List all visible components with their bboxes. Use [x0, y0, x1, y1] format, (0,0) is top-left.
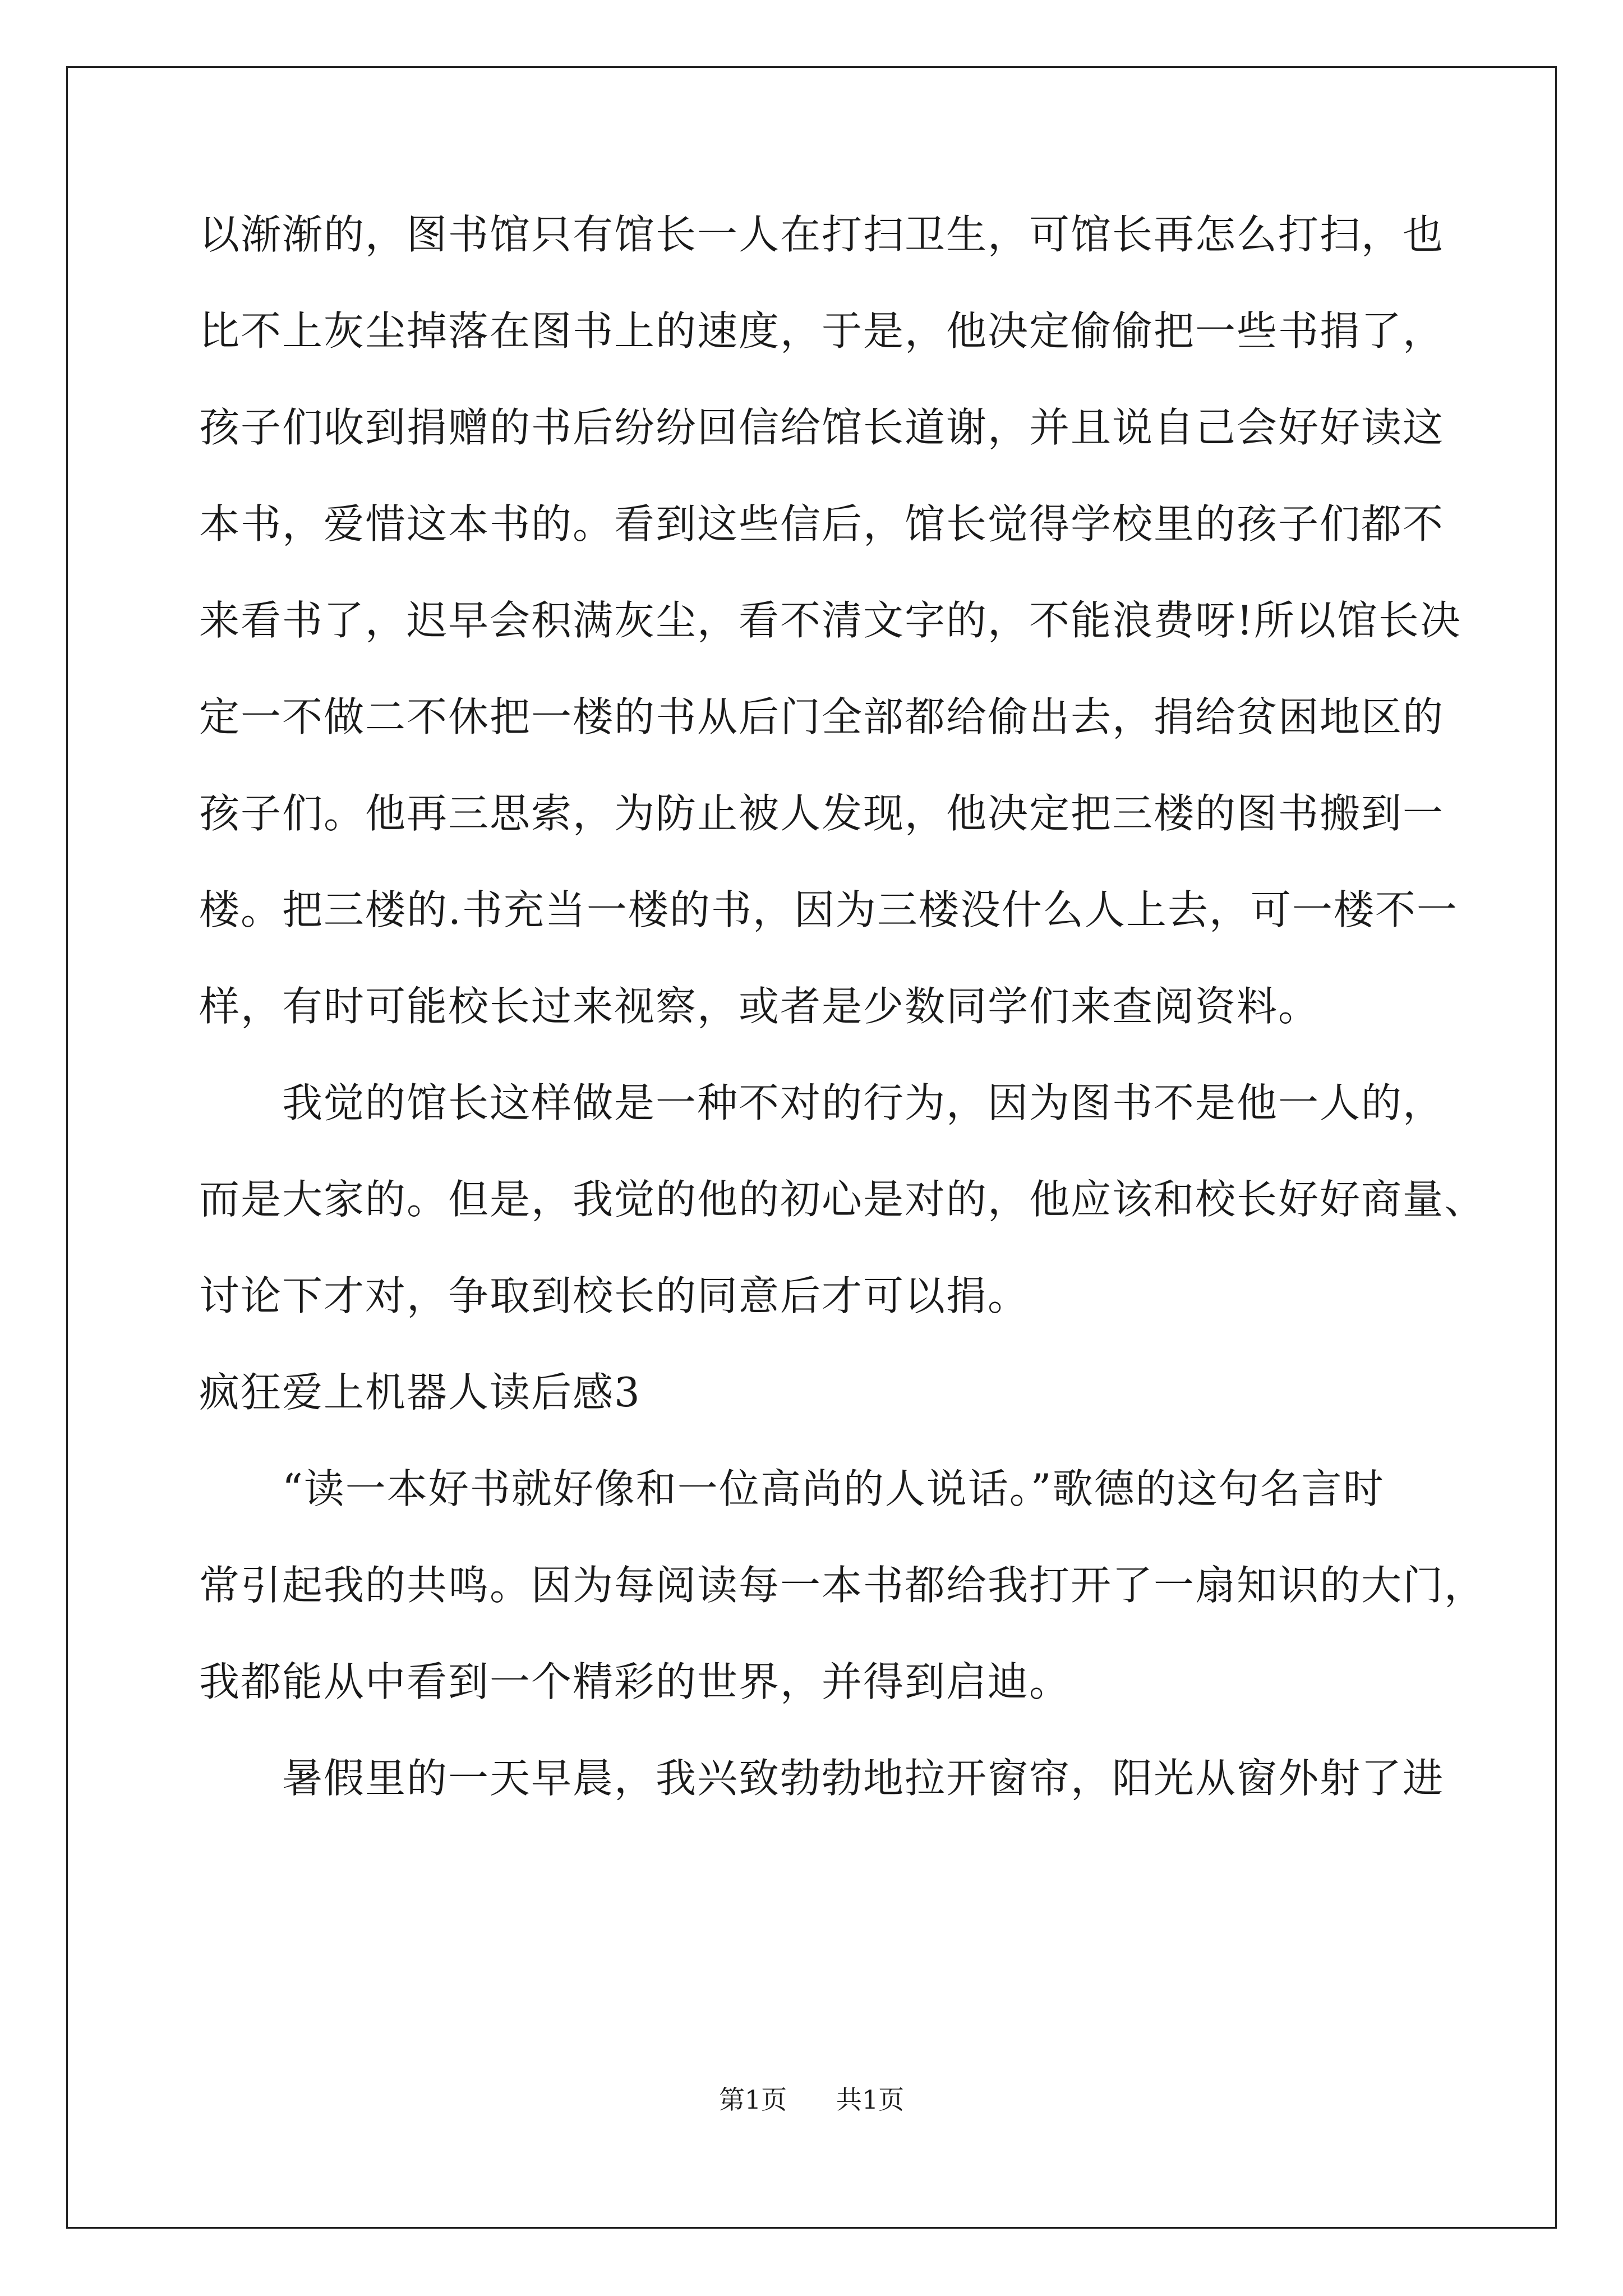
page-total: 共1页	[836, 2085, 905, 2115]
text-line: 我都能从中看到一个精彩的世界，并得到启迪。	[199, 1658, 1071, 1705]
text-line: 以渐渐的，图书馆只有馆长一人在打扫卫生，可馆长再怎么打扫，也	[199, 211, 1445, 258]
footer-spacer	[795, 2085, 828, 2115]
text-line: 来看书了，迟早会积满灰尘，看不清文字的，不能浪费呀!所以馆长决	[199, 597, 1461, 644]
text-line: 定一不做二不休把一楼的书从后门全部都给偷出去，捐给贫困地区的	[199, 693, 1445, 740]
text-line: 样，有时可能校长过来视察，或者是少数同学们来查阅资料。	[199, 983, 1320, 1030]
text-line: 比不上灰尘掉落在图书上的速度，于是，他决定偷偷把一些书捐了，	[199, 307, 1445, 355]
text-line: 孩子们收到捐赠的书后纷纷回信给馆长道谢，并且说自己会好好读这	[199, 404, 1445, 451]
page-footer	[0, 2087, 1623, 2113]
text-line: 本书，爱惜这本书的。看到这些信后，馆长觉得学校里的孩子们都不	[199, 500, 1445, 547]
text-line: 暑假里的一天早晨，我兴致勃勃地拉开窗帘，阳光从窗外射了进	[199, 1755, 1445, 1802]
text-line: 孩子们。他再三思索，为防止被人发现，他决定把三楼的图书搬到一	[199, 790, 1445, 837]
text-line: 而是大家的。但是，我觉的他的初心是对的，他应该和校长好好商量、	[199, 1176, 1486, 1223]
page-number: 第1页	[718, 2085, 787, 2115]
section-heading: 疯狂爱上机器人读后感3	[199, 1369, 641, 1416]
text-line: 讨论下才对，争取到校长的同意后才可以捐。	[199, 1272, 1030, 1319]
text-line: 我觉的馆长这样做是一种不对的行为，因为图书不是他一人的，	[199, 1079, 1445, 1126]
text-line: “读一本好书就好像和一位高尚的人说话。”歌德的这句名言时	[199, 1465, 1385, 1512]
document-body	[199, 211, 1486, 1855]
text-line: 常引起我的共鸣。因为每阅读每一本书都给我打开了一扇知识的大门，	[199, 1562, 1486, 1609]
text-line: 楼。把三楼的.书充当一楼的书，因为三楼没什么人上去，可一楼不一	[199, 886, 1458, 933]
